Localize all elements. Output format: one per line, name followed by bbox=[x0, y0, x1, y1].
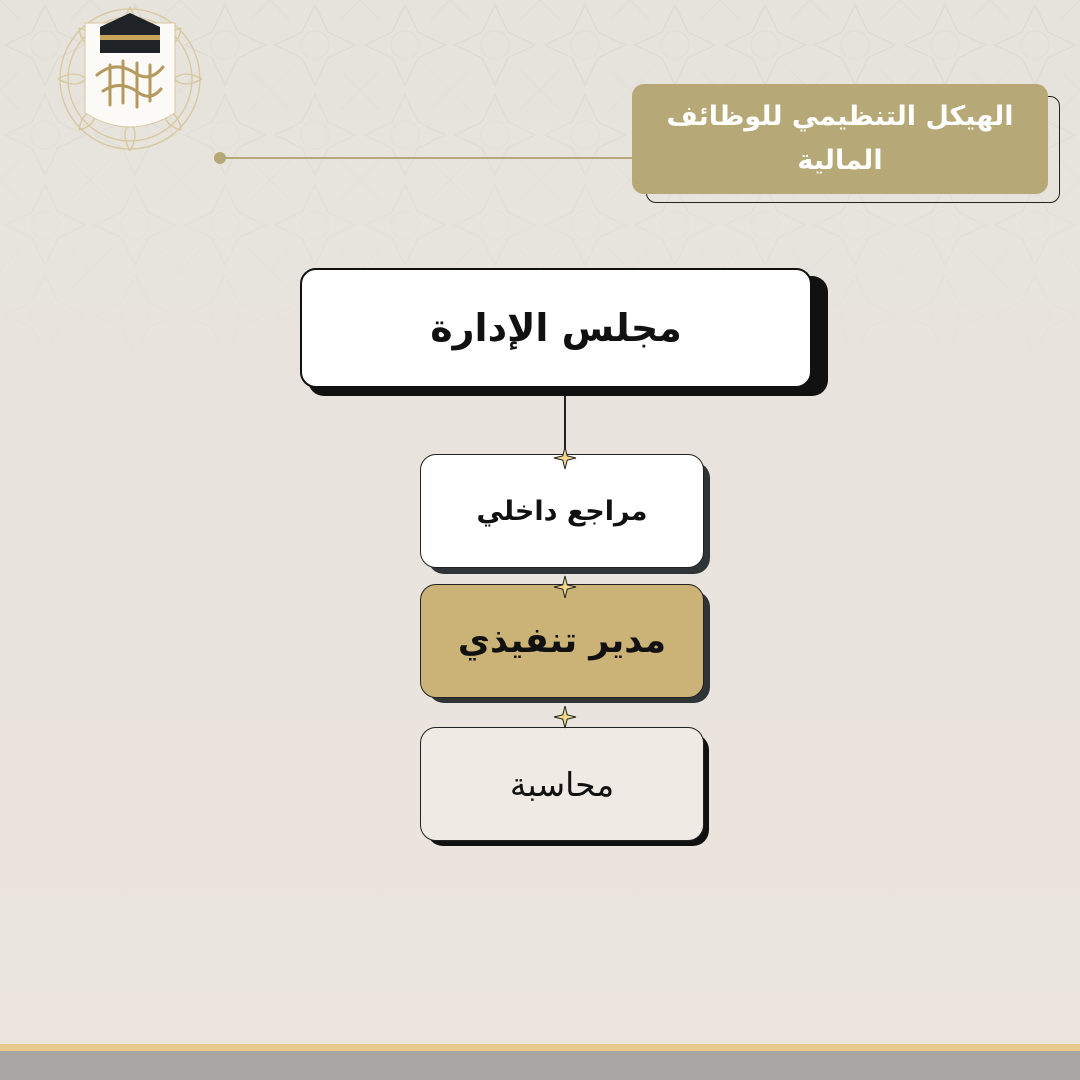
four-point-star-icon bbox=[553, 705, 577, 729]
footer-gold-stripe bbox=[0, 1044, 1080, 1051]
node-board-of-directors: مجلس الإدارة bbox=[300, 268, 812, 388]
title-connector-dot bbox=[214, 152, 226, 164]
four-point-star-icon bbox=[553, 446, 577, 470]
node-executive-manager: مدير تنفيذي bbox=[420, 584, 704, 698]
kaaba-calligraphy-logo-icon bbox=[55, 5, 205, 153]
title-connector-line bbox=[220, 157, 640, 159]
four-point-star-icon bbox=[553, 575, 577, 599]
page-title: الهيكل التنظيمي للوظائف المالية bbox=[632, 84, 1048, 194]
footer-gray-band bbox=[0, 1051, 1080, 1080]
node-internal-auditor: مراجع داخلي bbox=[420, 454, 704, 568]
node-accounting: محاسبة bbox=[420, 727, 704, 841]
